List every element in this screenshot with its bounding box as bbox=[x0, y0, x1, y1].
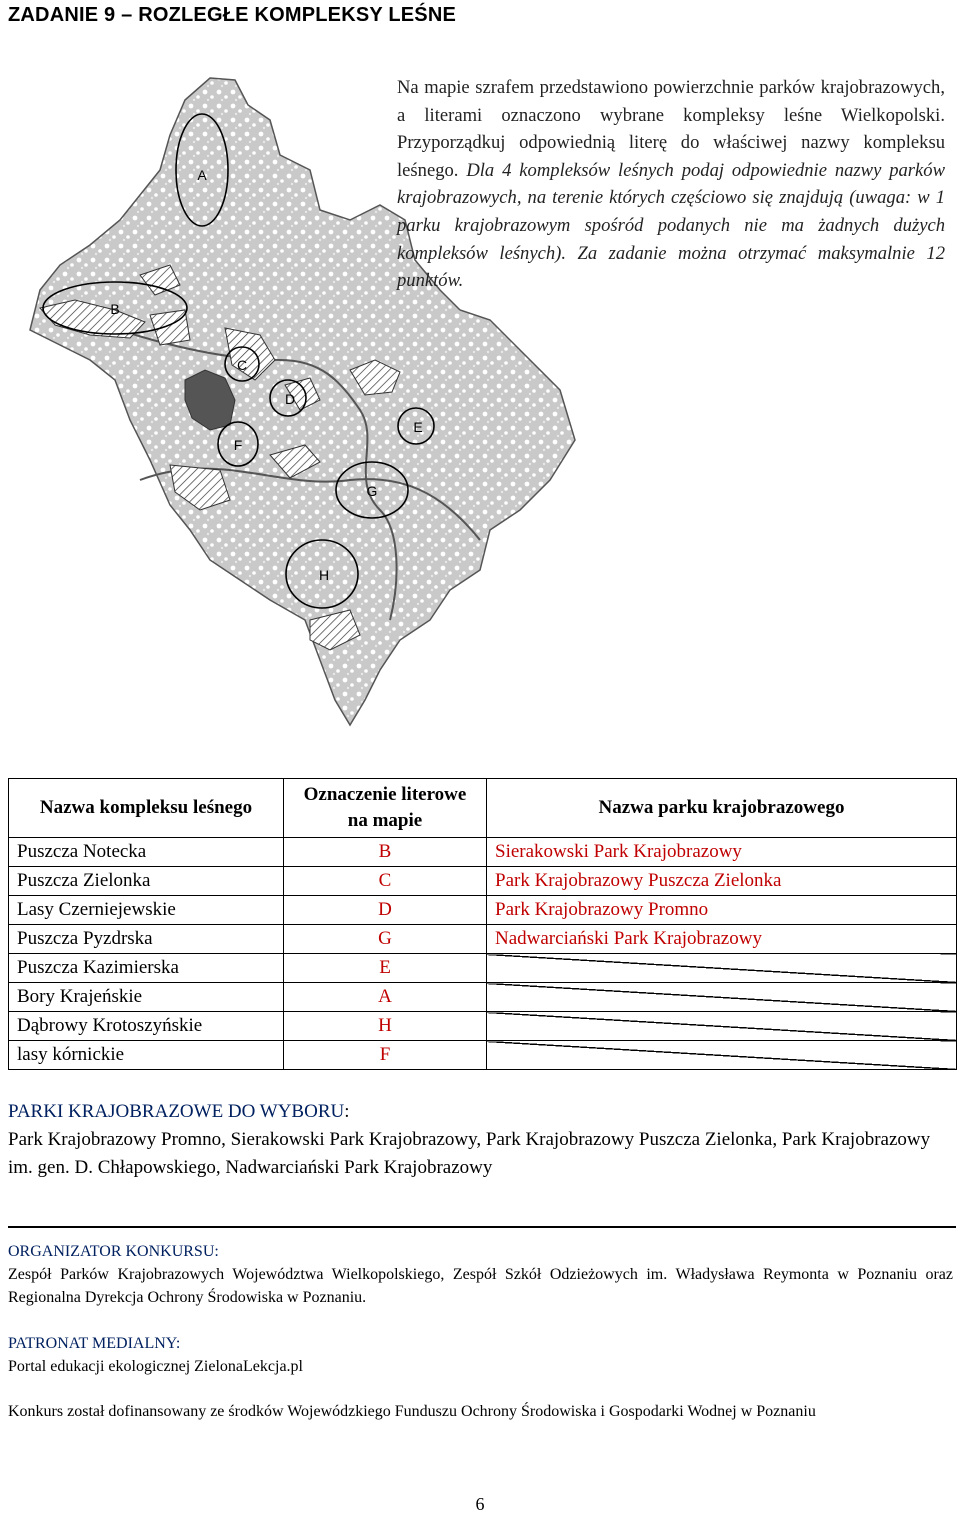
park-choices bbox=[8, 1098, 948, 1182]
park-name-crossed-out bbox=[487, 954, 957, 983]
forest-letter: F bbox=[284, 1041, 487, 1070]
forest-name: Lasy Czerniejewskie bbox=[9, 896, 284, 925]
park-name-crossed-out bbox=[487, 1041, 957, 1070]
forest-name: Dąbrowy Krotoszyńskie bbox=[9, 1012, 284, 1041]
header-letter: Oznaczenie literowe na mapie bbox=[284, 779, 487, 838]
forest-letter: D bbox=[284, 896, 487, 925]
organizer-section bbox=[8, 1240, 953, 1309]
park-name: Sierakowski Park Krajobrazowy bbox=[487, 838, 957, 867]
park-name: Park Krajobrazowy Promno bbox=[487, 896, 957, 925]
patron-section bbox=[8, 1332, 953, 1378]
choices-heading: PARKI KRAJOBRAZOWE DO WYBORU bbox=[8, 1101, 345, 1122]
choices-colon: : bbox=[344, 1101, 350, 1122]
marker-label-g: G bbox=[366, 483, 378, 499]
section-divider bbox=[8, 1226, 956, 1228]
table-row bbox=[9, 983, 957, 1012]
marker-label-f: F bbox=[233, 437, 243, 453]
choices-list: Park Krajobrazowy Promno, Sierakowski Park Krajobrazowy, Park Krajobrazowy Puszcza Zielonka, Park Krajobrazowy im. gen. D. Chłapowskiego, Nadwarciański Park Krajobrazowy bbox=[8, 1129, 931, 1178]
patron-text: Portal edukacji ekologicznej ZielonaLekcja.pl bbox=[8, 1358, 303, 1375]
marker-label-c: C bbox=[236, 357, 248, 373]
forest-name: Bory Krajeńskie bbox=[9, 983, 284, 1012]
forest-name: lasy kórnickie bbox=[9, 1041, 284, 1070]
forest-letter: H bbox=[284, 1012, 487, 1041]
forest-name: Puszcza Kazimierska bbox=[9, 954, 284, 983]
park-name-crossed-out bbox=[487, 983, 957, 1012]
instructions-part-1: Na mapie szrafem przedstawiono powierzchnie parków krajobrazowych, a literami oznaczono wybrane kompleksy leśne Wielkopolski. Przyporządkuj odpowiednią literę do właściwej nazwy kompleksu leśnego. bbox=[397, 77, 945, 181]
header-forest-name: Nazwa kompleksu leśnego bbox=[9, 779, 284, 838]
forest-letter: C bbox=[284, 867, 487, 896]
park-name-crossed-out bbox=[487, 1012, 957, 1041]
forest-letter: A bbox=[284, 983, 487, 1012]
instructions-part-2: Dla 4 kompleksów leśnych podaj odpowiednie nazwy parków krajobrazowych, na terenie których częściowo się znajdują (uwaga: w 1 parku krajobrazowym spośród podanych nie ma żadnych dużych kompleksów leśnych). Za zadanie można otrzymać maksymalnie 12 punktów. bbox=[397, 159, 945, 292]
task-instructions bbox=[397, 74, 945, 295]
marker-label-a: A bbox=[197, 167, 207, 183]
marker-label-b: B bbox=[110, 301, 120, 317]
table-row bbox=[9, 867, 957, 896]
table-row bbox=[9, 838, 957, 867]
table-row bbox=[9, 954, 957, 983]
forest-name: Puszcza Pyzdrska bbox=[9, 925, 284, 954]
patron-heading: PATRONAT MEDIALNY: bbox=[8, 1335, 181, 1352]
table-row bbox=[9, 896, 957, 925]
forest-name: Puszcza Notecka bbox=[9, 838, 284, 867]
park-name: Nadwarciański Park Krajobrazowy bbox=[487, 925, 957, 954]
organizer-text: Zespół Parków Krajobrazowych Województwa Wielkopolskiego, Zespół Szkół Odzieżowych im. Władysława Reymonta w Poznaniu oraz Regionalna Dyrekcja Ochrony Środowiska w Poznaniu. bbox=[8, 1266, 953, 1306]
funding-note: Konkurs został dofinansowany ze środków Wojewódzkiego Funduszu Ochrony Środowiska i Gospodarki Wodnej w Poznaniu bbox=[8, 1403, 816, 1420]
page-number: 6 bbox=[475, 1494, 485, 1514]
table-row bbox=[9, 925, 957, 954]
table-row bbox=[9, 1012, 957, 1041]
task-title: ZADANIE 9 – ROZLEGŁE KOMPLEKSY LEŚNE bbox=[8, 4, 457, 26]
answer-table bbox=[8, 778, 957, 1070]
forest-name: Puszcza Zielonka bbox=[9, 867, 284, 896]
table-row bbox=[9, 1041, 957, 1070]
forest-letter: E bbox=[284, 954, 487, 983]
header-park-name: Nazwa parku krajobrazowego bbox=[487, 779, 957, 838]
forest-letter: B bbox=[284, 838, 487, 867]
marker-label-e: E bbox=[413, 419, 423, 435]
marker-label-d: D bbox=[284, 391, 296, 407]
park-name: Park Krajobrazowy Puszcza Zielonka bbox=[487, 867, 957, 896]
organizer-heading: ORGANIZATOR KONKURSU: bbox=[8, 1243, 219, 1260]
forest-letter: G bbox=[284, 925, 487, 954]
table-header-row bbox=[9, 779, 957, 838]
marker-label-h: H bbox=[318, 567, 330, 583]
